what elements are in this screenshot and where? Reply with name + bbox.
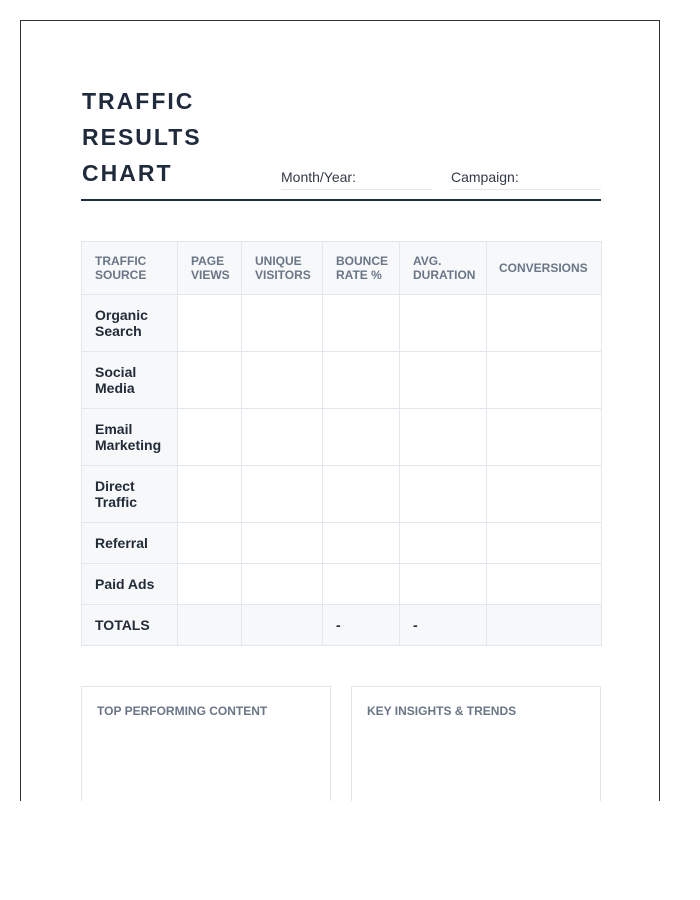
month-year-label: Month/Year: [281,169,356,185]
unique-visitors-cell[interactable] [242,523,323,564]
bounce-rate-cell[interactable] [323,352,400,409]
title-line-2: RESULTS [82,124,202,150]
page-views-cell[interactable] [178,564,242,605]
title-line-3: CHART [82,160,173,186]
campaign-label: Campaign: [451,169,519,185]
conversions-cell[interactable] [487,352,602,409]
conversions-cell[interactable] [487,564,602,605]
page-views-cell[interactable] [178,466,242,523]
col-header-conversions: CONVERSIONS [487,242,602,295]
top-performing-content-title: TOP PERFORMING CONTENT [97,704,268,718]
source-cell: Social Media [82,352,178,409]
page-views-cell[interactable] [178,523,242,564]
table-row [82,352,602,409]
totals-conversions[interactable] [487,605,602,646]
bounce-rate-cell[interactable] [323,523,400,564]
bounce-rate-cell[interactable] [323,409,400,466]
bounce-rate-cell[interactable] [323,564,400,605]
bounce-rate-cell[interactable] [323,295,400,352]
page-views-cell[interactable] [178,409,242,466]
page-title [82,83,202,191]
source-cell: Paid Ads [82,564,178,605]
col-header-traffic-source: TRAFFIC SOURCE [82,242,178,295]
totals-page-views[interactable] [178,605,242,646]
traffic-table [81,241,602,646]
totals-label: TOTALS [82,605,178,646]
totals-row [82,605,602,646]
table-row [82,564,602,605]
top-performing-content-box[interactable] [81,686,331,801]
avg-duration-cell[interactable] [400,564,487,605]
unique-visitors-cell[interactable] [242,409,323,466]
table-header-row [82,242,602,295]
unique-visitors-cell[interactable] [242,564,323,605]
key-insights-title: KEY INSIGHTS & TRENDS [367,704,517,718]
bounce-rate-cell[interactable] [323,466,400,523]
unique-visitors-cell[interactable] [242,466,323,523]
totals-bounce-rate: - [323,605,400,646]
source-cell: Email Marketing [82,409,178,466]
avg-duration-cell[interactable] [400,466,487,523]
document-page [20,20,660,801]
page-views-cell[interactable] [178,295,242,352]
conversions-cell[interactable] [487,466,602,523]
table-row [82,523,602,564]
source-cell: Direct Traffic [82,466,178,523]
col-header-page-views: PAGE VIEWS [178,242,242,295]
col-header-unique-visitors: UNIQUE VISITORS [242,242,323,295]
source-cell: Organic Search [82,295,178,352]
title-line-1: TRAFFIC [82,88,195,114]
month-year-field[interactable] [281,169,432,190]
avg-duration-cell[interactable] [400,352,487,409]
totals-avg-duration: - [400,605,487,646]
col-header-avg-duration: AVG. DURATION [400,242,487,295]
campaign-field[interactable] [451,169,601,190]
conversions-cell[interactable] [487,523,602,564]
col-header-bounce-rate: BOUNCE RATE % [323,242,400,295]
key-insights-box[interactable] [351,686,601,801]
conversions-cell[interactable] [487,409,602,466]
table-row [82,295,602,352]
source-cell: Referral [82,523,178,564]
avg-duration-cell[interactable] [400,409,487,466]
page-views-cell[interactable] [178,352,242,409]
avg-duration-cell[interactable] [400,295,487,352]
unique-visitors-cell[interactable] [242,352,323,409]
table-row [82,409,602,466]
header-divider [81,199,601,201]
unique-visitors-cell[interactable] [242,295,323,352]
table-row [82,466,602,523]
avg-duration-cell[interactable] [400,523,487,564]
totals-unique-visitors[interactable] [242,605,323,646]
conversions-cell[interactable] [487,295,602,352]
